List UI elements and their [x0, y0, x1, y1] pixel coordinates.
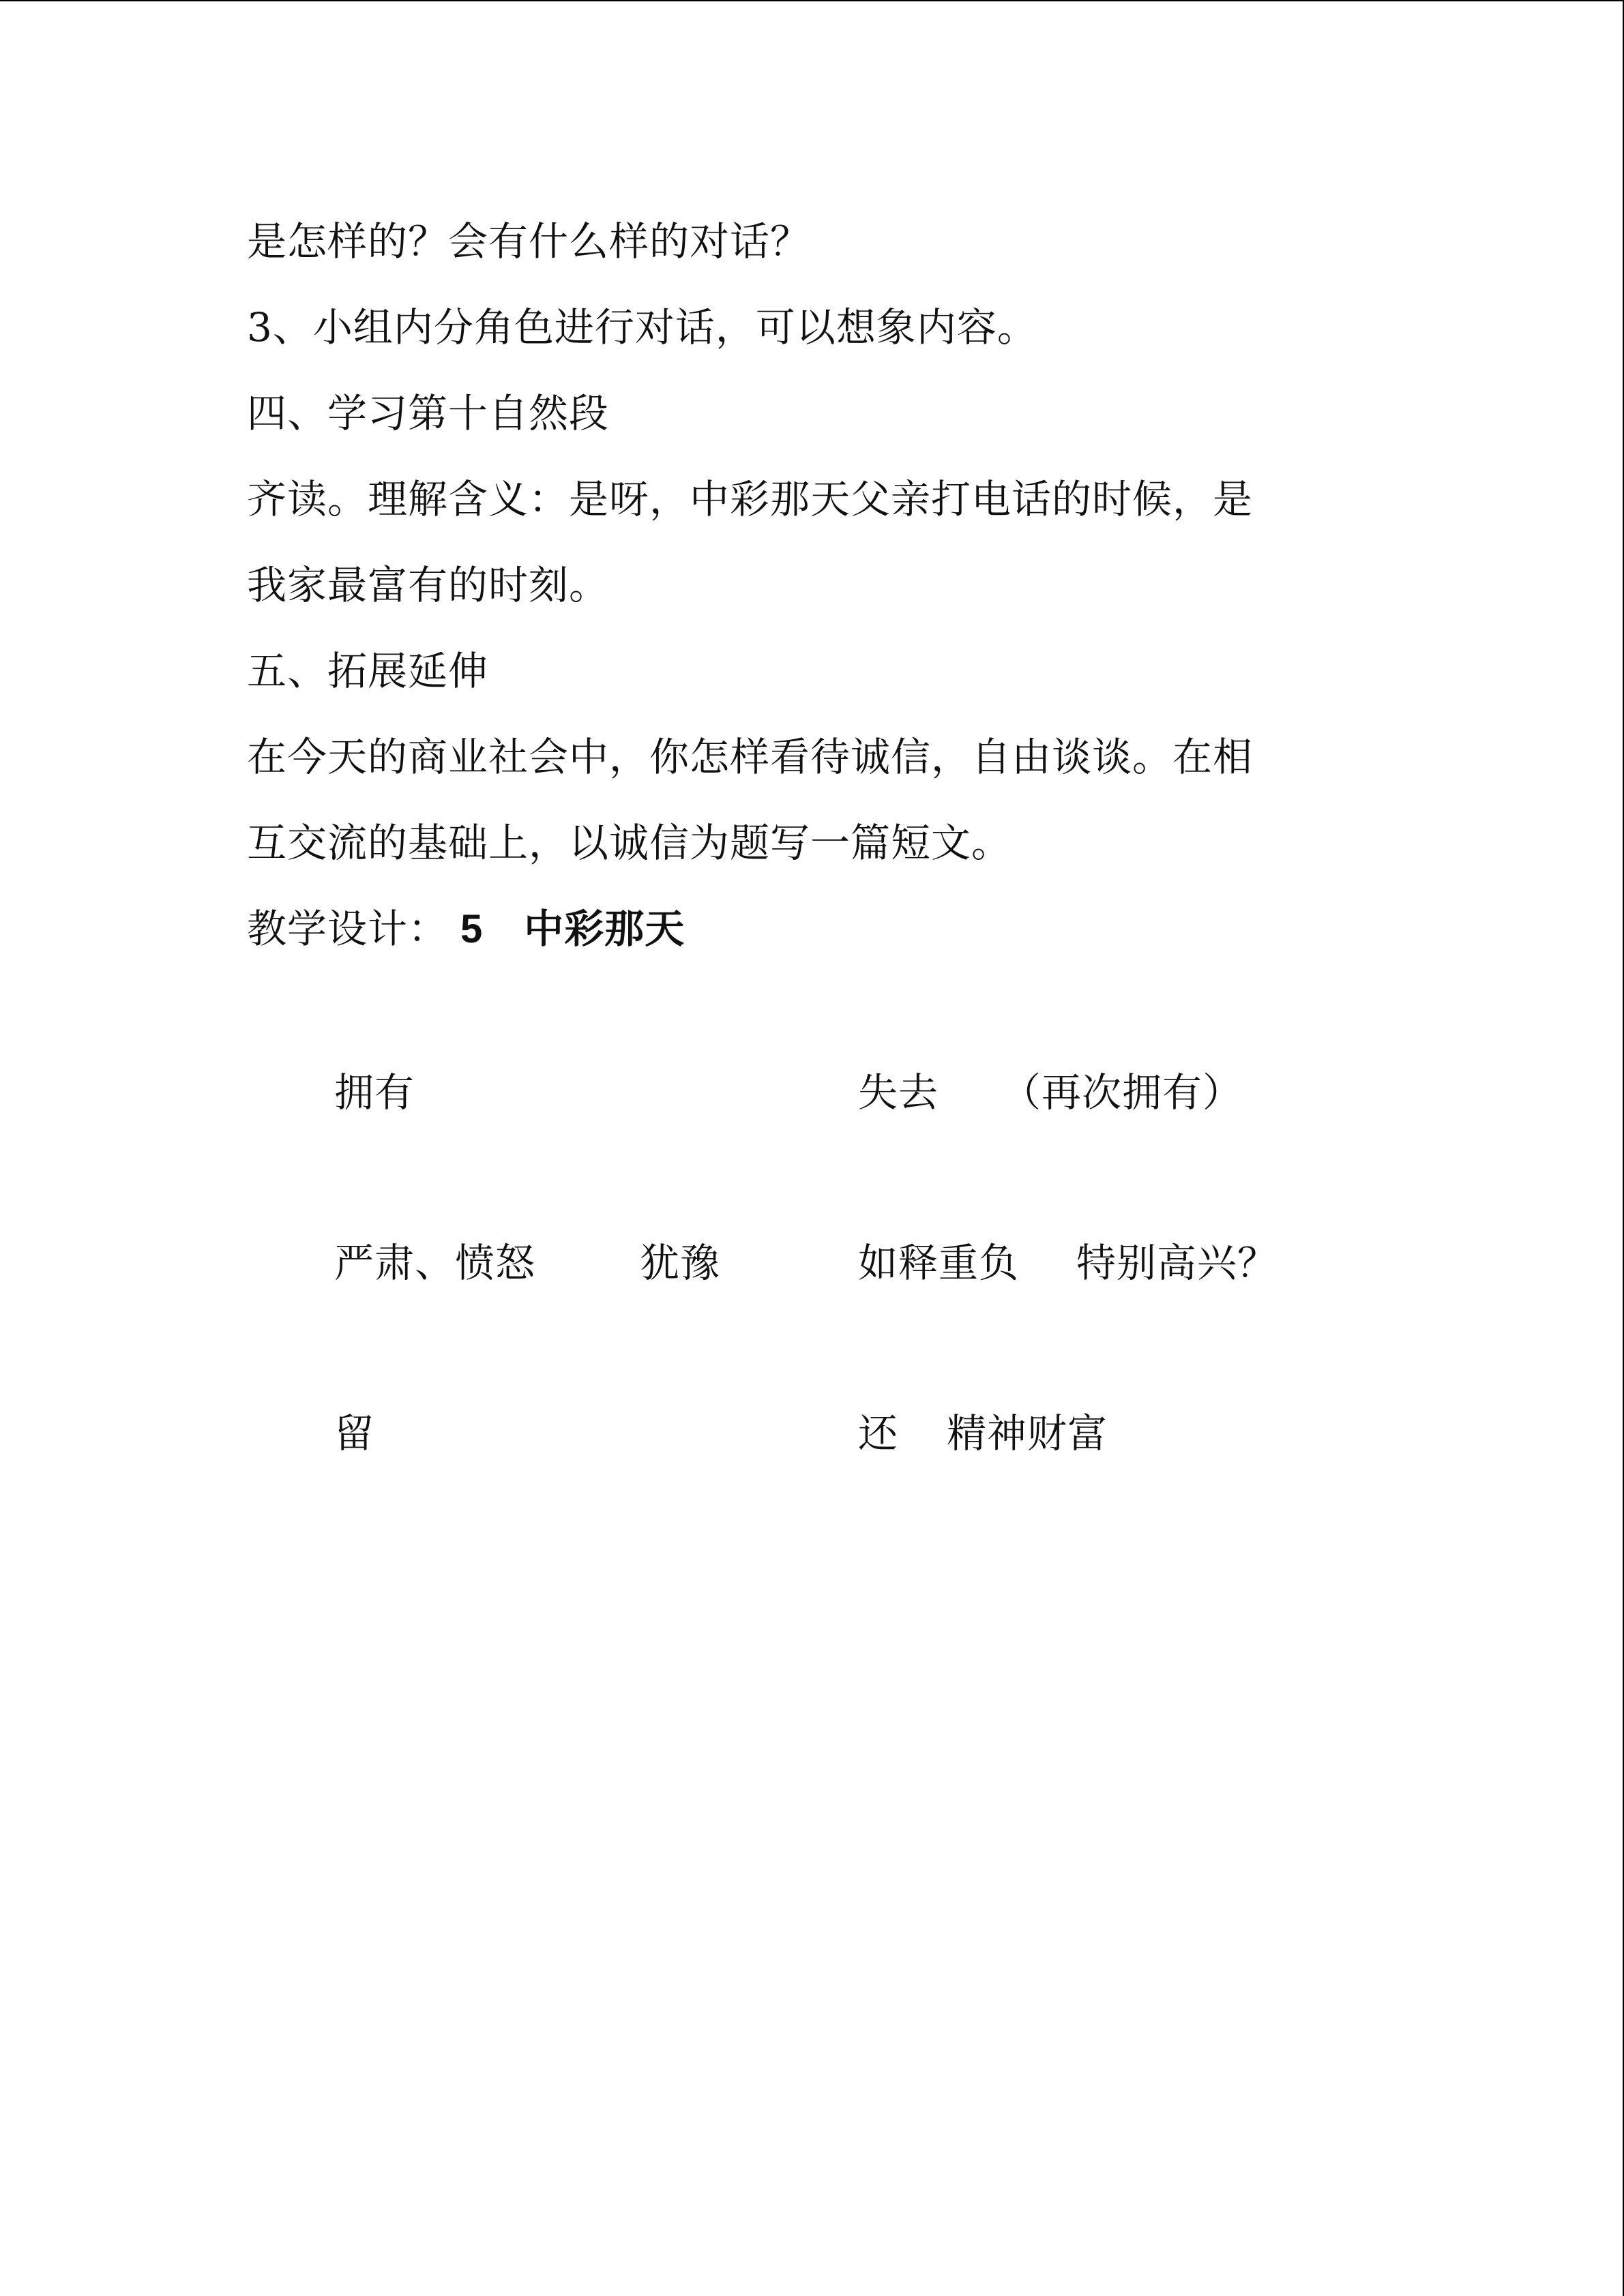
board-row2-right: 如释重负 [858, 1240, 1020, 1286]
text-line-4: 齐读。理解含义：是呀，中彩那天父亲打电话的时候，是 [247, 476, 1254, 522]
design-heading-label: 教学设计： [247, 906, 449, 952]
board-row1-right: 失去 [858, 1069, 939, 1116]
design-heading [247, 903, 685, 955]
text-line-7: 在今天的商业社会中，你怎样看待诚信，自由谈谈。在相 [247, 734, 1254, 780]
board-row1-right-note: （再次拥有） [1001, 1069, 1243, 1116]
design-heading-title: 中彩那天 [524, 906, 685, 952]
section-heading-5: 五、拓展延伸 [247, 648, 489, 694]
design-heading-number: 5 [460, 907, 484, 951]
board-row1-left: 拥有 [334, 1069, 415, 1116]
section-heading-4: 四、学习第十自然段 [247, 390, 610, 436]
board-row3-right2: 精神财富 [947, 1410, 1108, 1457]
board-row3-left: 留 [334, 1410, 375, 1457]
text-line-8: 互交流的基础上，以诚信为题写一篇短文。 [247, 820, 1012, 866]
text-line-5: 我家最富有的时刻。 [247, 562, 610, 608]
text-line-2: 3、小组内分角色进行对话，可以想象内容。 [247, 304, 1037, 351]
board-row3-right: 还 [858, 1410, 899, 1457]
board-row2-left2: 犹豫 [640, 1240, 721, 1286]
board-row2-right2: 特别高兴？ [1076, 1240, 1278, 1286]
text-line-1: 是怎样的？会有什么样的对话？ [247, 218, 811, 265]
board-row2-left: 严肃、愤怒 [334, 1240, 536, 1286]
